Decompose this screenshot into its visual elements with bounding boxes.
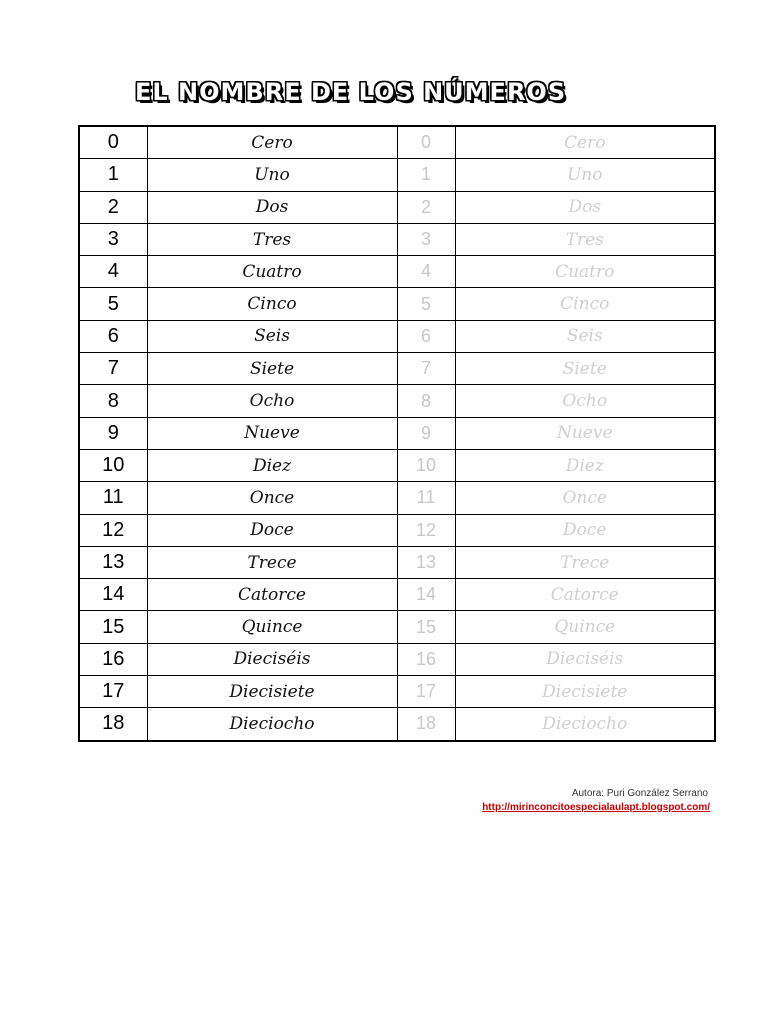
word-cell: Seis xyxy=(147,320,397,352)
trace-number-cell: 2 xyxy=(397,191,455,223)
page-title: EL NOMBRE DE LOS NÚMEROS xyxy=(135,78,567,106)
word-cell: Catorce xyxy=(147,579,397,611)
word-cell: Nueve xyxy=(147,417,397,449)
table-row xyxy=(79,579,715,611)
trace-word-cell: Diez xyxy=(455,449,715,481)
word-cell: Trece xyxy=(147,546,397,578)
table-row xyxy=(79,385,715,417)
table-row xyxy=(79,353,715,385)
table-row xyxy=(79,191,715,223)
word-cell: Ocho xyxy=(147,385,397,417)
author-credit: Autora: Puri González Serrano xyxy=(571,788,708,799)
table-row xyxy=(79,320,715,352)
table-row xyxy=(79,708,715,741)
word-cell: Doce xyxy=(147,514,397,546)
trace-number-cell: 6 xyxy=(397,320,455,352)
word-cell: Cero xyxy=(147,126,397,159)
table-row xyxy=(79,546,715,578)
trace-word-cell: Seis xyxy=(455,320,715,352)
number-cell: 13 xyxy=(79,546,147,578)
trace-word-cell: Cuatro xyxy=(455,256,715,288)
word-cell: Quince xyxy=(147,611,397,643)
number-cell: 17 xyxy=(79,676,147,708)
number-cell: 10 xyxy=(79,449,147,481)
number-cell: 4 xyxy=(79,256,147,288)
word-cell: Once xyxy=(147,482,397,514)
trace-number-cell: 15 xyxy=(397,611,455,643)
trace-number-cell: 0 xyxy=(397,126,455,159)
trace-word-cell: Quince xyxy=(455,611,715,643)
word-cell: Cuatro xyxy=(147,256,397,288)
trace-word-cell: Tres xyxy=(455,223,715,255)
number-cell: 3 xyxy=(79,223,147,255)
trace-word-cell: Dieciocho xyxy=(455,708,715,741)
trace-word-cell: Dieciséis xyxy=(455,643,715,675)
trace-number-cell: 11 xyxy=(397,482,455,514)
number-cell: 9 xyxy=(79,417,147,449)
trace-number-cell: 16 xyxy=(397,643,455,675)
number-cell: 15 xyxy=(79,611,147,643)
trace-word-cell: Siete xyxy=(455,353,715,385)
trace-word-cell: Ocho xyxy=(455,385,715,417)
numbers-table-body xyxy=(79,126,715,741)
word-cell: Dieciséis xyxy=(147,643,397,675)
number-cell: 14 xyxy=(79,579,147,611)
trace-word-cell: Doce xyxy=(455,514,715,546)
trace-word-cell: Once xyxy=(455,482,715,514)
number-cell: 7 xyxy=(79,353,147,385)
number-cell: 16 xyxy=(79,643,147,675)
trace-number-cell: 13 xyxy=(397,546,455,578)
table-row xyxy=(79,126,715,159)
trace-number-cell: 12 xyxy=(397,514,455,546)
trace-number-cell: 4 xyxy=(397,256,455,288)
word-cell: Dos xyxy=(147,191,397,223)
table-row xyxy=(79,482,715,514)
trace-number-cell: 1 xyxy=(397,159,455,191)
number-cell: 1 xyxy=(79,159,147,191)
trace-word-cell: Diecisiete xyxy=(455,676,715,708)
table-row xyxy=(79,514,715,546)
word-cell: Cinco xyxy=(147,288,397,320)
trace-word-cell: Trece xyxy=(455,546,715,578)
number-cell: 8 xyxy=(79,385,147,417)
trace-number-cell: 9 xyxy=(397,417,455,449)
number-cell: 5 xyxy=(79,288,147,320)
trace-number-cell: 3 xyxy=(397,223,455,255)
trace-word-cell: Catorce xyxy=(455,579,715,611)
number-cell: 2 xyxy=(79,191,147,223)
table-row xyxy=(79,449,715,481)
word-cell: Diez xyxy=(147,449,397,481)
trace-number-cell: 10 xyxy=(397,449,455,481)
numbers-table xyxy=(78,125,716,742)
table-row xyxy=(79,417,715,449)
blog-link[interactable]: http://mirinconcitoespecialaulapt.blogspot.com/ xyxy=(482,802,710,813)
trace-number-cell: 8 xyxy=(397,385,455,417)
word-cell: Siete xyxy=(147,353,397,385)
trace-number-cell: 18 xyxy=(397,708,455,741)
trace-word-cell: Cinco xyxy=(455,288,715,320)
table-row xyxy=(79,159,715,191)
word-cell: Dieciocho xyxy=(147,708,397,741)
trace-number-cell: 7 xyxy=(397,353,455,385)
table-row xyxy=(79,223,715,255)
table-row xyxy=(79,643,715,675)
number-cell: 6 xyxy=(79,320,147,352)
number-cell: 11 xyxy=(79,482,147,514)
word-cell: Diecisiete xyxy=(147,676,397,708)
trace-number-cell: 17 xyxy=(397,676,455,708)
table-row xyxy=(79,676,715,708)
table-row xyxy=(79,611,715,643)
word-cell: Tres xyxy=(147,223,397,255)
trace-word-cell: Uno xyxy=(455,159,715,191)
trace-word-cell: Cero xyxy=(455,126,715,159)
table-row xyxy=(79,256,715,288)
number-cell: 12 xyxy=(79,514,147,546)
table-row xyxy=(79,288,715,320)
word-cell: Uno xyxy=(147,159,397,191)
trace-word-cell: Dos xyxy=(455,191,715,223)
number-cell: 18 xyxy=(79,708,147,741)
trace-word-cell: Nueve xyxy=(455,417,715,449)
trace-number-cell: 14 xyxy=(397,579,455,611)
number-cell: 0 xyxy=(79,126,147,159)
trace-number-cell: 5 xyxy=(397,288,455,320)
